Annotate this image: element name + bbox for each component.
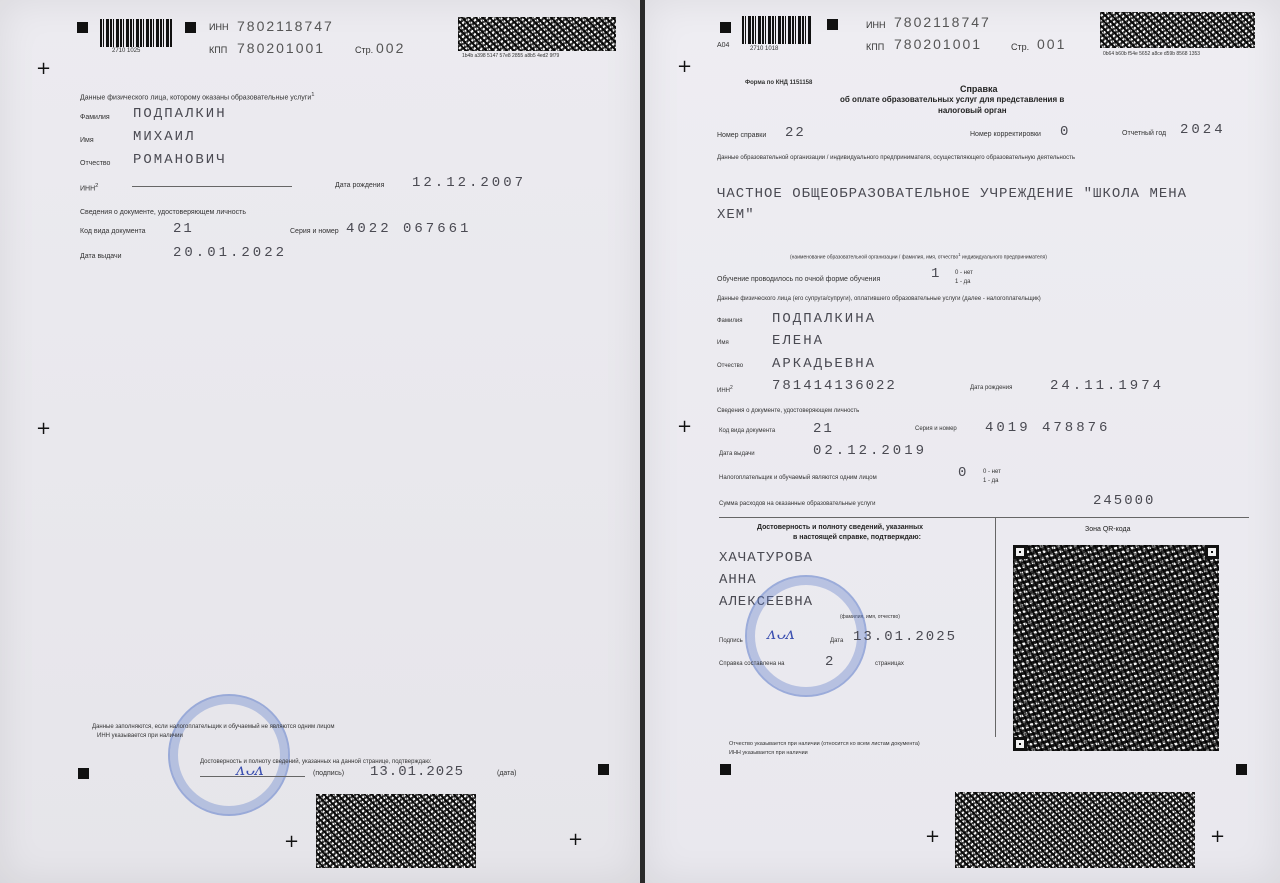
- doc-code-value: 21: [813, 421, 834, 437]
- doc-title: Сведения о документе, удостоверяющем личность: [717, 408, 860, 414]
- birth-label: Дата рождения: [970, 385, 1013, 391]
- stamp-icon: [168, 694, 290, 816]
- name-value: ЕЛЕНА: [772, 333, 825, 349]
- kpp-label: КПП: [866, 42, 885, 52]
- crosshair-icon: +: [284, 831, 300, 852]
- kpp-label: КПП: [209, 45, 228, 55]
- surname-value: ПОДПАЛКИН: [133, 106, 227, 122]
- corner-marker-icon: [77, 22, 88, 33]
- stamp-icon: [745, 575, 867, 697]
- same-opt-0: 0 - нет: [983, 469, 1001, 475]
- date-label: Дата: [830, 638, 844, 644]
- divider-horizontal: [719, 517, 1249, 518]
- barcode-2d-icon: [1100, 12, 1255, 48]
- signer-line-2: АННА: [719, 572, 757, 588]
- inn-value: 7802118747: [237, 18, 334, 34]
- inn-label: ИНН: [209, 22, 229, 32]
- qr-finder: [1205, 545, 1219, 559]
- barcode-2d-icon: [458, 17, 616, 51]
- doc-code-label: Код вида документа: [719, 428, 776, 434]
- signer-line-3: АЛЕКСЕЕВНА: [719, 594, 814, 610]
- surname-value: ПОДПАЛКИНА: [772, 311, 877, 327]
- patronymic-label: Отчество: [80, 160, 111, 167]
- qr-finder: [1013, 545, 1027, 559]
- kpp-value: 780201001: [894, 36, 983, 52]
- cert-no-label: Номер справки: [717, 132, 767, 139]
- patronymic-label: Отчество: [717, 363, 744, 369]
- inn2-label: ИНН$^2$: [80, 183, 99, 193]
- signature: ᴧᴗᴧ: [236, 760, 264, 779]
- fulltime-value: 1: [931, 266, 942, 282]
- corr-label: Номер корректировки: [970, 131, 1041, 138]
- footnote-2: ИНН указывается при наличии: [729, 750, 808, 756]
- page-label: Стр.: [1011, 42, 1030, 52]
- crosshair-icon: +: [677, 56, 693, 77]
- doc-title-1: Справка: [960, 84, 998, 94]
- divider-vertical: [995, 517, 996, 737]
- issue-label: Дата выдачи: [719, 451, 755, 457]
- confirm-text: Достоверность и полноту сведений, указанных на данной странице, подтверждаю:: [200, 759, 432, 765]
- corner-marker-icon: [598, 764, 609, 775]
- corner-marker-icon: [1236, 764, 1247, 775]
- corner-marker-icon: [827, 19, 838, 30]
- signer-line-1: ХАЧАТУРОВА: [719, 550, 814, 566]
- signature: ᴧᴗᴧ: [767, 624, 795, 643]
- crosshair-icon: +: [925, 826, 941, 847]
- inn-label: ИНН: [866, 20, 886, 30]
- pages-value: 2: [825, 654, 836, 670]
- doc-title-2: об оплате образовательных услуг для представления в: [840, 95, 1065, 104]
- footnote-1: Данные заполняются, если налогоплательщик и обучаемый не являются одним лицом: [92, 724, 335, 730]
- doc-code-value: 21: [173, 221, 194, 237]
- year-label: Отчетный год: [1122, 130, 1167, 137]
- org-line-1: ЧАСТНОЕ ОБЩЕОБРАЗОВАТЕЛЬНОЕ УЧРЕЖДЕНИЕ "ШКОЛА МЕНА: [717, 186, 1188, 202]
- doc-series-value: 4019 478876: [985, 420, 1111, 436]
- patronymic-value: РОМАНОВИЧ: [133, 152, 227, 168]
- birth-value: 12.12.2007: [412, 175, 527, 191]
- doc-series-label: Серия и номер: [290, 228, 339, 235]
- corner-marker-icon: [78, 768, 89, 779]
- inn-value: 7802118747: [894, 14, 991, 30]
- inn2-value: 781414136022: [772, 378, 897, 394]
- payer-title: Данные физического лица (его супруга/супруги), оплатившего образовательные услуги (далее - налогоплательщик): [717, 296, 1041, 302]
- inn2-label: ИНН$^2$: [717, 385, 733, 394]
- name-value: МИХАИЛ: [133, 129, 196, 145]
- fulltime-opt-0: 0 - нет: [955, 270, 973, 276]
- doc-title: Сведения о документе, удостоверяющем личность: [80, 209, 247, 216]
- kpp-value: 780201001: [237, 40, 326, 56]
- date-label: (дата): [497, 770, 517, 777]
- section-title: Данные физического лица, которому оказаны образовательные услуги$^1$: [80, 92, 315, 102]
- name-label: Имя: [717, 340, 729, 346]
- confirm-line-2: в настоящей справке, подтверждаю:: [793, 534, 921, 541]
- crosshair-icon: +: [36, 58, 52, 79]
- year-value: 2024: [1180, 122, 1226, 138]
- doc-series-label: Серия и номер: [915, 426, 957, 432]
- sum-label: Сумма расходов на оказанные образовательные услуги: [719, 501, 876, 507]
- org-caption: (наименование образовательной организации / фамилия, имя, отчество$^1$ индивидуального предпринимателя): [790, 252, 1047, 261]
- sign-date: 13.01.2025: [853, 629, 958, 645]
- cert-no-value: 22: [785, 125, 806, 141]
- sign-label: (подпись): [313, 770, 345, 777]
- footnote-1: Отчество указывается при наличии (относится ко всем листам документа): [729, 741, 920, 747]
- page-label: Стр.: [355, 45, 374, 55]
- barcode-icon: [100, 19, 172, 47]
- crosshair-icon: +: [1210, 826, 1226, 847]
- page-number: 001: [1037, 36, 1067, 52]
- crosshair-icon: +: [677, 416, 693, 437]
- sum-value: 245000: [1093, 493, 1156, 509]
- page-1: [645, 0, 1280, 883]
- confirm-line-1: Достоверность и полноту сведений, указанных: [757, 524, 923, 531]
- barcode-2d-icon: [955, 792, 1195, 868]
- pages-label: Справка составлена на: [719, 661, 785, 667]
- barcode-2d-caption: 0b64 b60b f54e 5652 a8ce d59b 8568 1353: [1103, 51, 1201, 57]
- birth-label: Дата рождения: [335, 182, 385, 189]
- crosshair-icon: +: [568, 829, 584, 850]
- qr-code-icon: [1013, 545, 1219, 751]
- same-person-value: 0: [958, 465, 969, 481]
- fulltime-opt-1: 1 - да: [955, 279, 971, 285]
- barcode-2d-caption: 1b4b a398 5147 57e8 2855 a8b5 4ed2 9f79: [462, 53, 560, 59]
- footnote-2: ИНН указывается при наличии: [97, 733, 183, 739]
- sign-label: Подпись: [719, 638, 743, 644]
- same-person-label: Налогоплательщик и обучаемый являются одним лицом: [719, 475, 877, 481]
- patronymic-value: АРКАДЬЕВНА: [772, 356, 877, 372]
- doc-title-3: налоговый орган: [938, 106, 1007, 115]
- surname-label: Фамилия: [80, 114, 110, 121]
- issue-value: 20.01.2022: [173, 245, 288, 261]
- signer-caption: (фамилия, имя, отчество): [840, 614, 900, 620]
- barcode-text: 2710 1018: [750, 46, 779, 52]
- doc-series-value: 4022 067661: [346, 221, 472, 237]
- same-opt-1: 1 - да: [983, 478, 999, 484]
- issue-label: Дата выдачи: [80, 253, 122, 260]
- corner-marker-icon: [185, 22, 196, 33]
- corner-marker-icon: [720, 764, 731, 775]
- qr-finder: [1013, 737, 1027, 751]
- corr-value: 0: [1060, 124, 1071, 140]
- org-line-2: ХЕМ": [717, 207, 755, 223]
- surname-label: Фамилия: [717, 318, 743, 324]
- crosshair-icon: +: [36, 418, 52, 439]
- page-number: 002: [376, 40, 406, 56]
- sign-date: 13.01.2025: [370, 764, 465, 780]
- pages-unit: страницах: [875, 661, 904, 667]
- issue-value: 02.12.2019: [813, 443, 928, 459]
- qr-zone-label: Зона QR-кода: [1085, 526, 1131, 533]
- barcode-prefix: A04: [717, 42, 730, 49]
- org-title: Данные образовательной организации / индивидуального предпринимателя, осуществляющего образовательную деятельность: [717, 155, 1076, 161]
- doc-code-label: Код вида документа: [80, 228, 146, 235]
- birth-value: 24.11.1974: [1050, 378, 1165, 394]
- name-label: Имя: [80, 137, 94, 144]
- form-code: Форма по КНД 1151158: [745, 80, 813, 86]
- barcode-2d-icon: [316, 794, 476, 868]
- fulltime-label: Обучение проводилось по очной форме обучения: [717, 276, 881, 283]
- barcode-text: 2710 1025: [112, 48, 141, 54]
- inn2-blank-line: [132, 186, 292, 187]
- barcode-icon: [742, 16, 812, 44]
- corner-marker-icon: [720, 22, 731, 33]
